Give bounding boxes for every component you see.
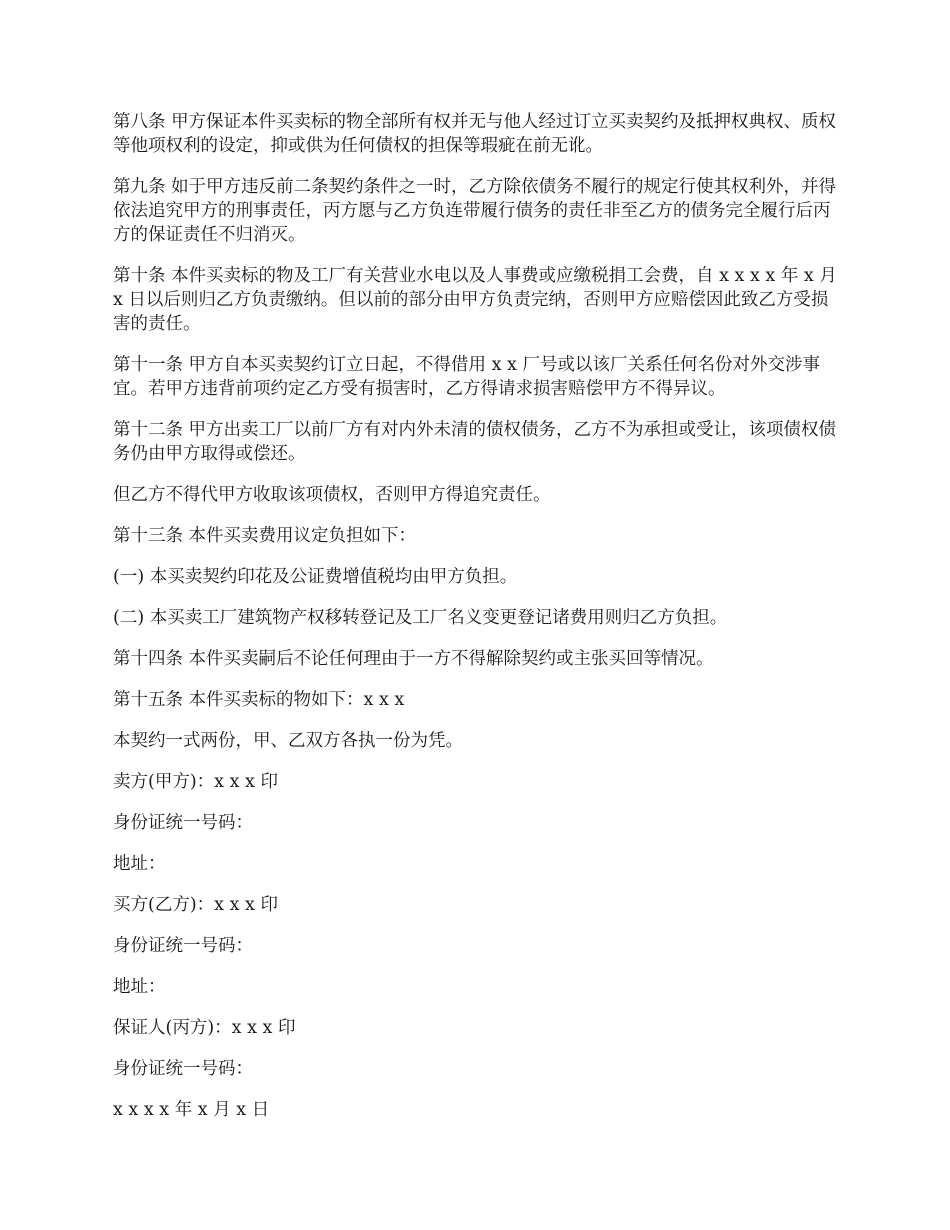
buyer-signature: 买方(乙方)：x x x 印 (113, 895, 278, 915)
clause-13-item-1: (一) 本买卖契约印花及公证费增值税均由甲方负担。 (113, 567, 518, 587)
seller-id-number: 身份证统一号码： (113, 813, 253, 833)
seller-signature: 卖方(甲方)：x x x 印 (113, 772, 278, 792)
buyer-address: 地址： (113, 977, 166, 997)
document-body (113, 110, 838, 1139)
clause-14: 第十四条 本件买卖嗣后不论任何理由于一方不得解除契约或主张买回等情况。 (113, 649, 714, 669)
clause-10: 第十条 本件买卖标的物及工厂有关营业水电以及人事费或应缴税捐工会费，自 x x x x 年 x 月 x 日以后则归乙方负责缴纳。但以前的部分由甲方负责完纳，否则甲方应赔偿因此致乙方受损害的责任。 (113, 266, 837, 334)
clause-12-note: 但乙方不得代甲方收取该项债权，否则甲方得追究责任。 (113, 485, 551, 505)
copies-statement: 本契约一式两份，甲、乙双方各执一份为凭。 (113, 731, 463, 751)
seller-address: 地址： (113, 854, 166, 874)
clause-9: 第九条 如于甲方违反前二条契约条件之一时，乙方除依债务不履行的规定行使其权利外，并得依法追究甲方的刑事责任，丙方愿与乙方负连带履行债务的责任非至乙方的债务完全履行后丙方的保证责任不归消灭。 (113, 177, 837, 245)
clause-13: 第十三条 本件买卖费用议定负担如下： (113, 526, 417, 546)
signing-date: x x x x 年 x 月 x 日 (113, 1100, 270, 1120)
guarantor-id-number: 身份证统一号码： (113, 1059, 253, 1079)
clause-15: 第十五条 本件买卖标的物如下：x x x (113, 690, 405, 710)
guarantor-signature: 保证人(丙方)：x x x 印 (113, 1018, 296, 1038)
clause-13-item-2: (二) 本买卖工厂建筑物产权移转登记及工厂名义变更登记诸费用则归乙方负担。 (113, 608, 728, 628)
clause-11: 第十一条 甲方自本买卖契约订立日起，不得借用 x x 厂号或以该厂关系任何名份对外交涉事宜。若甲方违背前项约定乙方受有损害时，乙方得请求损害赔偿甲方不得异议。 (113, 355, 820, 399)
buyer-id-number: 身份证统一号码： (113, 936, 253, 956)
clause-8: 第八条 甲方保证本件买卖标的物全部所有权并无与他人经过订立买卖契约及抵押权典权、质权等他项权利的设定，抑或供为任何债权的担保等瑕疵在前无讹。 (113, 112, 837, 156)
clause-12: 第十二条 甲方出卖工厂以前厂方有对内外未清的债权债务，乙方不为承担或受让，该项债权债务仍由甲方取得或偿还。 (113, 420, 837, 464)
